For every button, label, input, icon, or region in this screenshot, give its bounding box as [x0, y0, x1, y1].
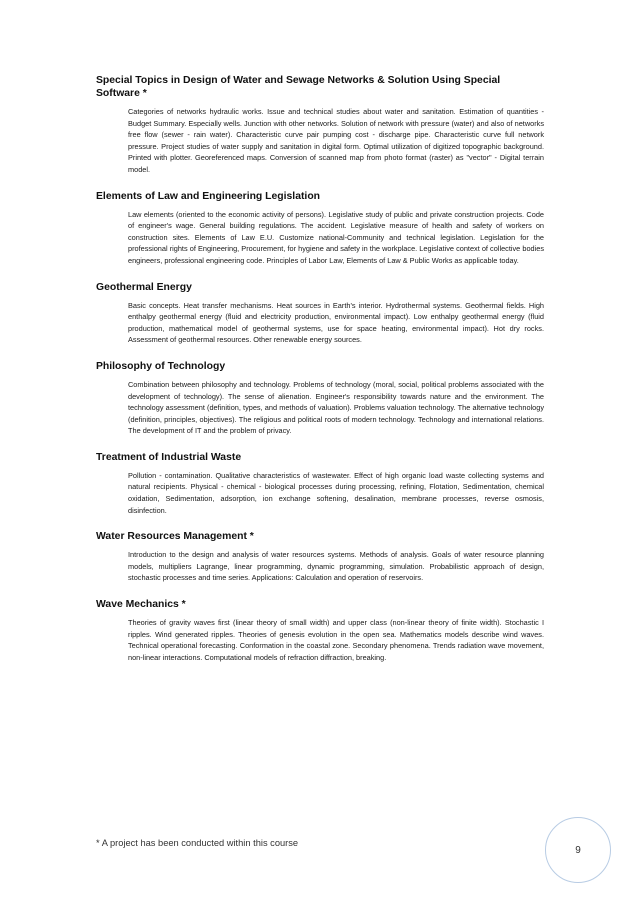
course-section — [96, 74, 544, 176]
course-description: Categories of networks hydraulic works. Issue and technical studies about water and sanitation. Estimation of quantities - Budget Summary. Especially wells. Junction with other networks. Solution of network with pressure (water) and also of networks free flow (sewer - rain water). Characteristic curve pair pumping cost - discharge pipe. Characteristic curve full network pressure. Project studies of water supply and sanitation in digital form. Optimal utilization of digitized topographic background. Printed with plotter. Georeferenced maps. Conversion of scanned map from photo format (raster) as "vector" - Digital terrain model. — [128, 107, 544, 174]
course-title: Wave Mechanics * — [96, 599, 186, 611]
page-number-badge — [545, 817, 611, 883]
course-title: Treatment of Industrial Waste — [96, 451, 242, 463]
course-description: Pollution - contamination. Qualitative characteristics of wastewater. Effect of high organic load waste collecting systems and natural recipients. Physical - chemical - biological processes during processing, refining, Flotation, Sedimentation, chemical oxidation, Sedimentation, adsorption, ion exchange softening, desalination, membrane processes, reverse osmosis, disinfection. — [128, 470, 544, 515]
course-description: Combination between philosophy and technology. Problems of technology (moral, social, political problems associated with the development of technology). The sense of alienation. Engineer's responsibility towards nature and the environment. The technology assessment (definition, types, and methods of valuation). Problems valuation technology. The alternative technology (definition, principles, objectives). The religious and political roots of modern technology. Technology and international relations. The development of IT and the problem of privacy. — [128, 379, 544, 436]
course-description: Basic concepts. Heat transfer mechanisms. Heat sources in Earth's interior. Hydrothermal systems. Geothermal fields. High enthalpy geothermal energy (fluid and electricity production, environmental impact). Low enthalpy geothermal energy (fluid production, mathematical model of geothermal systems, use for space heating, environmental impact). Hot dry rocks. Assessment of geothermal resources. Other renewable energy sources. — [128, 300, 544, 345]
course-section — [96, 598, 544, 663]
course-section — [96, 451, 544, 516]
course-description: Theories of gravity waves first (linear theory of small width) and upper class (non-linear theory of finite width). Stochastic I ripples. Wind generated ripples. Theories of genesis evolution in the open sea. Mathematics models describe wind waves. Technical operational forecasting. Conformation in the coastal zone. Secondary phenomena. Trends radiation wave movement, non-linear interactions. Computational models of refraction diffraction, breaking. — [128, 618, 544, 662]
course-section — [96, 281, 544, 346]
course-section — [96, 530, 544, 584]
course-title: Water Resources Management * — [96, 531, 254, 543]
course-title: Special Topics in Design of Water and Sewage Networks & Solution Using Special Software * — [96, 75, 501, 99]
course-description: Introduction to the design and analysis of water resources systems. Methods of analysis. Goals of water resource planning models, multipliers Lagrange, linear programming, dynamic programming, simulation. Probabilistic approach of design, stochastic processes and time series. Applications: Calculation and operation of reservoirs. — [128, 550, 544, 583]
course-description: Law elements (oriented to the economic activity of persons). Legislative study of public and private construction projects. Code of engineer's wage. General building regulations. The accident. Legislative measure of health and safety of workers on construction sites. Elements of Law E.U. Customize national-Community and technical legislation. Legislation for the professional rights of Engineering, Procurement, for hygiene and safety in the workplace. Legislative context of collective bodies engineers, professional engineering code. Principles of Labor Law, Elements of Law & Public Works as applicable today. — [128, 209, 544, 265]
course-section — [96, 360, 544, 437]
course-section — [96, 190, 544, 267]
course-title: Elements of Law and Engineering Legislation — [96, 190, 321, 202]
footnote: * A project has been conducted within this course — [96, 838, 299, 848]
course-title: Philosophy of Technology — [96, 360, 226, 372]
course-list — [96, 74, 544, 663]
course-title: Geothermal Energy — [96, 281, 192, 293]
page-number: 9 — [575, 844, 581, 856]
